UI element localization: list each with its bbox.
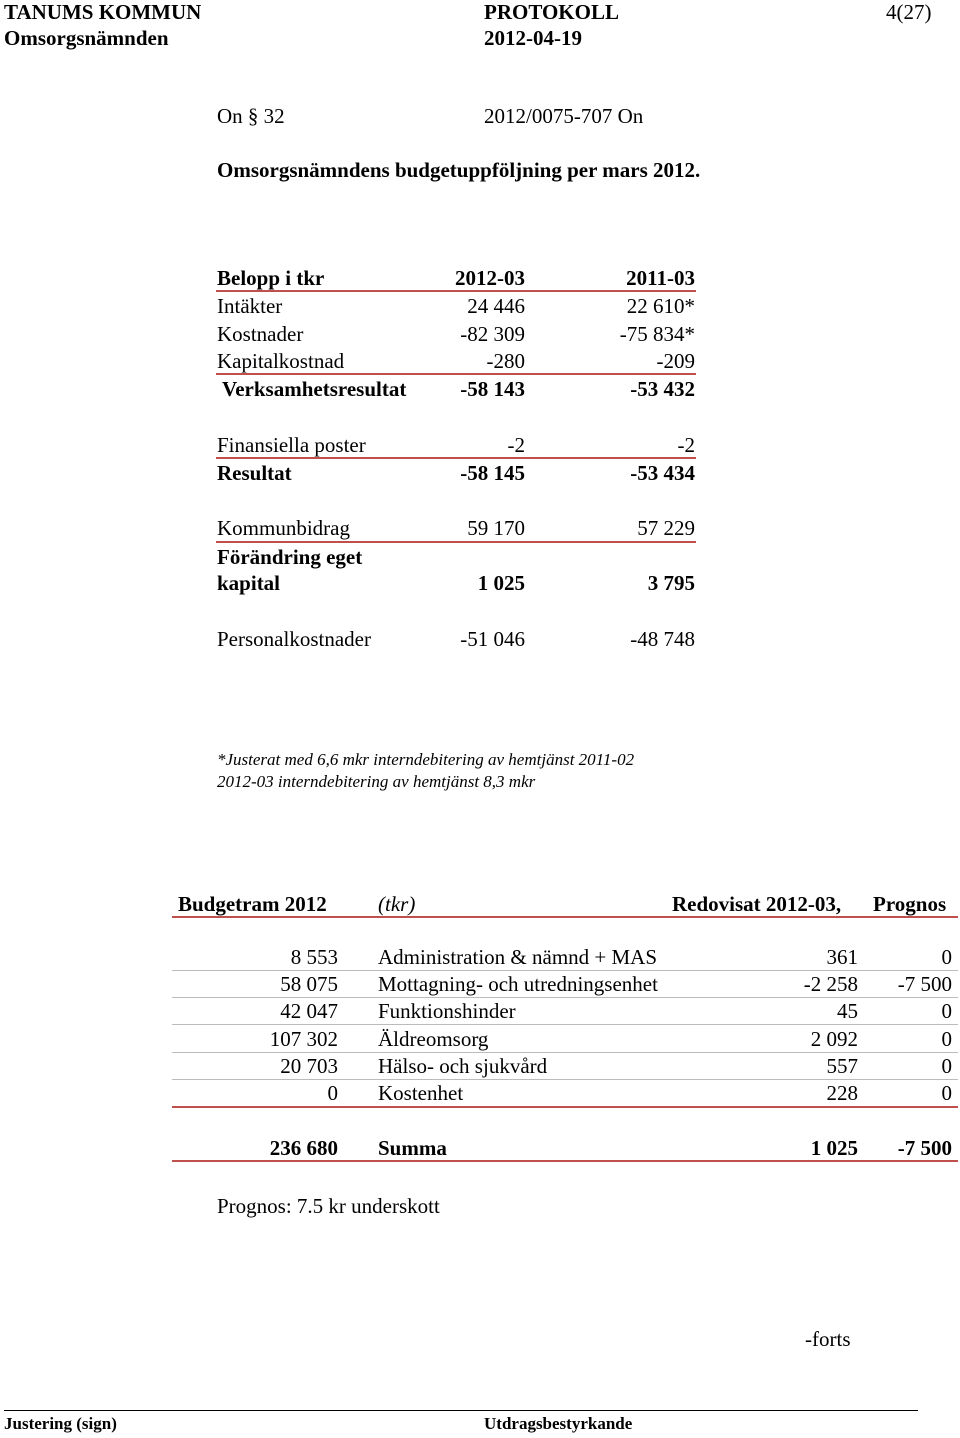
footnote-line-2: 2012-03 interndebitering av hemtjänst 8,3 mkr	[217, 772, 536, 791]
budget-sum-prognos: -7 500	[897, 1136, 952, 1160]
summary-row-label-line2: kapital	[217, 571, 281, 595]
budget-col-unit: (tkr)	[378, 892, 416, 916]
budget-col-prognos: Prognos	[873, 892, 947, 916]
summary-row-label: Finansiella poster	[217, 433, 366, 457]
budget-header-rule	[172, 916, 958, 918]
budget-sum-redovisat: 1 025	[810, 1136, 858, 1160]
summary-row-value-2012: 59 170	[467, 516, 525, 540]
budget-row-prognos: 0	[941, 945, 952, 969]
budget-row-budget: 107 302	[269, 1027, 338, 1051]
paragraph-number: On § 32	[217, 104, 285, 128]
budget-row-name: Äldreomsorg	[378, 1027, 489, 1051]
summary-row-label-line1: Förändring eget	[217, 545, 363, 569]
budget-rows-end-rule	[172, 1106, 958, 1108]
budget-row-prognos: -7 500	[897, 972, 952, 996]
page-title: Omsorgsnämndens budgetuppföljning per mars 2012.	[217, 158, 701, 182]
budget-row-name: Administration & nämnd + MAS	[378, 945, 658, 969]
budget-row-budget: 8 553	[290, 945, 338, 969]
summary-row-value-2011: 22 610*	[626, 294, 695, 318]
summary-row-value-2011: -2	[677, 433, 695, 457]
budget-row-prognos: 0	[941, 1027, 952, 1051]
committee-name: Omsorgsnämnden	[4, 26, 169, 50]
budget-row-budget: 42 047	[280, 999, 338, 1023]
summary-row-value-2011: -75 834*	[619, 322, 695, 346]
budget-row-redovisat: 45	[837, 999, 858, 1023]
summary-row-value-2012: -51 046	[460, 627, 525, 651]
summary-row-value-2011: 57 229	[637, 516, 695, 540]
summary-row-label: Kostnader	[217, 322, 304, 346]
budget-sum-rule	[172, 1160, 958, 1162]
summary-col-2012: 2012-03	[455, 266, 525, 290]
budget-row-budget: 0	[327, 1081, 338, 1105]
summary-col-label: Belopp i tkr	[217, 266, 325, 290]
budget-row-redovisat: 2 092	[810, 1027, 858, 1051]
budget-row-divider	[172, 997, 958, 998]
footnote-line-1: *Justerat med 6,6 mkr interndebitering av hemtjänst 2011-02	[217, 750, 635, 769]
budget-row-budget: 20 703	[280, 1054, 338, 1078]
budget-row-divider	[172, 1024, 958, 1025]
summary-result-rule	[216, 457, 696, 459]
budget-row-name: Kostenhet	[378, 1081, 464, 1105]
summary-row-value-2012: -2	[507, 433, 525, 457]
summary-row-value-2012: 24 446	[467, 294, 525, 318]
budget-row-redovisat: 228	[826, 1081, 858, 1105]
summary-row-value-2012: -58 145	[460, 461, 525, 485]
budget-row-budget: 58 075	[280, 972, 338, 996]
summary-row-label: Kapitalkostnad	[217, 349, 345, 373]
budget-col-redovisat: Redovisat 2012-03,	[672, 892, 842, 916]
summary-row-value-2011: -209	[656, 349, 695, 373]
summary-row-value-2011: -53 434	[630, 461, 695, 485]
summary-row-label: Verksamhetsresultat	[222, 377, 407, 401]
budget-row-divider	[172, 1052, 958, 1053]
budget-row-redovisat: 361	[826, 945, 858, 969]
footer-rule	[4, 1410, 918, 1411]
budget-row-prognos: 0	[941, 1081, 952, 1105]
budget-row-name: Funktionshinder	[378, 999, 516, 1023]
summary-equity-rule	[216, 541, 696, 543]
budget-row-redovisat: -2 258	[803, 972, 858, 996]
footer-utdragsbestyrkande: Utdragsbestyrkande	[484, 1414, 633, 1433]
summary-row-label: Resultat	[217, 461, 292, 485]
summary-row-label: Personalkostnader	[217, 627, 371, 651]
budget-row-divider	[172, 970, 958, 971]
summary-row-value-2012: 1 025	[477, 571, 525, 595]
prognosis-text: Prognos: 7.5 kr underskott	[217, 1194, 440, 1218]
protocol-date: 2012-04-19	[484, 26, 582, 50]
summary-row-label: Kommunbidrag	[217, 516, 350, 540]
page-number: 4(27)	[886, 0, 932, 24]
budget-sum-budget: 236 680	[269, 1136, 338, 1160]
summary-row-value-2011: -48 748	[630, 627, 695, 651]
budget-row-name: Hälso- och sjukvård	[378, 1054, 548, 1078]
summary-row-value-2011: 3 795	[647, 571, 695, 595]
summary-row-value-2012: -82 309	[460, 322, 525, 346]
budget-row-name: Mottagning- och utredningsenhet	[378, 972, 658, 996]
summary-row-value-2011: -53 432	[630, 377, 695, 401]
summary-header-rule	[216, 290, 696, 292]
org-name: TANUMS KOMMUN	[4, 0, 202, 24]
summary-subtotal-rule	[216, 373, 696, 375]
case-number: 2012/0075-707 On	[484, 104, 644, 128]
summary-col-2011: 2011-03	[626, 266, 695, 290]
summary-row-value-2012: -280	[486, 349, 525, 373]
budget-row-prognos: 0	[941, 1054, 952, 1078]
summary-row-label: Intäkter	[217, 294, 283, 318]
document-type: PROTOKOLL	[484, 0, 619, 24]
budget-col-budgetram: Budgetram 2012	[178, 892, 327, 916]
continued-marker: -forts	[805, 1327, 851, 1351]
budget-row-divider	[172, 1079, 958, 1080]
budget-row-prognos: 0	[941, 999, 952, 1023]
budget-row-redovisat: 557	[826, 1054, 858, 1078]
summary-row-value-2012: -58 143	[460, 377, 525, 401]
footer-justering: Justering (sign)	[4, 1414, 117, 1433]
budget-sum-label: Summa	[378, 1136, 447, 1160]
